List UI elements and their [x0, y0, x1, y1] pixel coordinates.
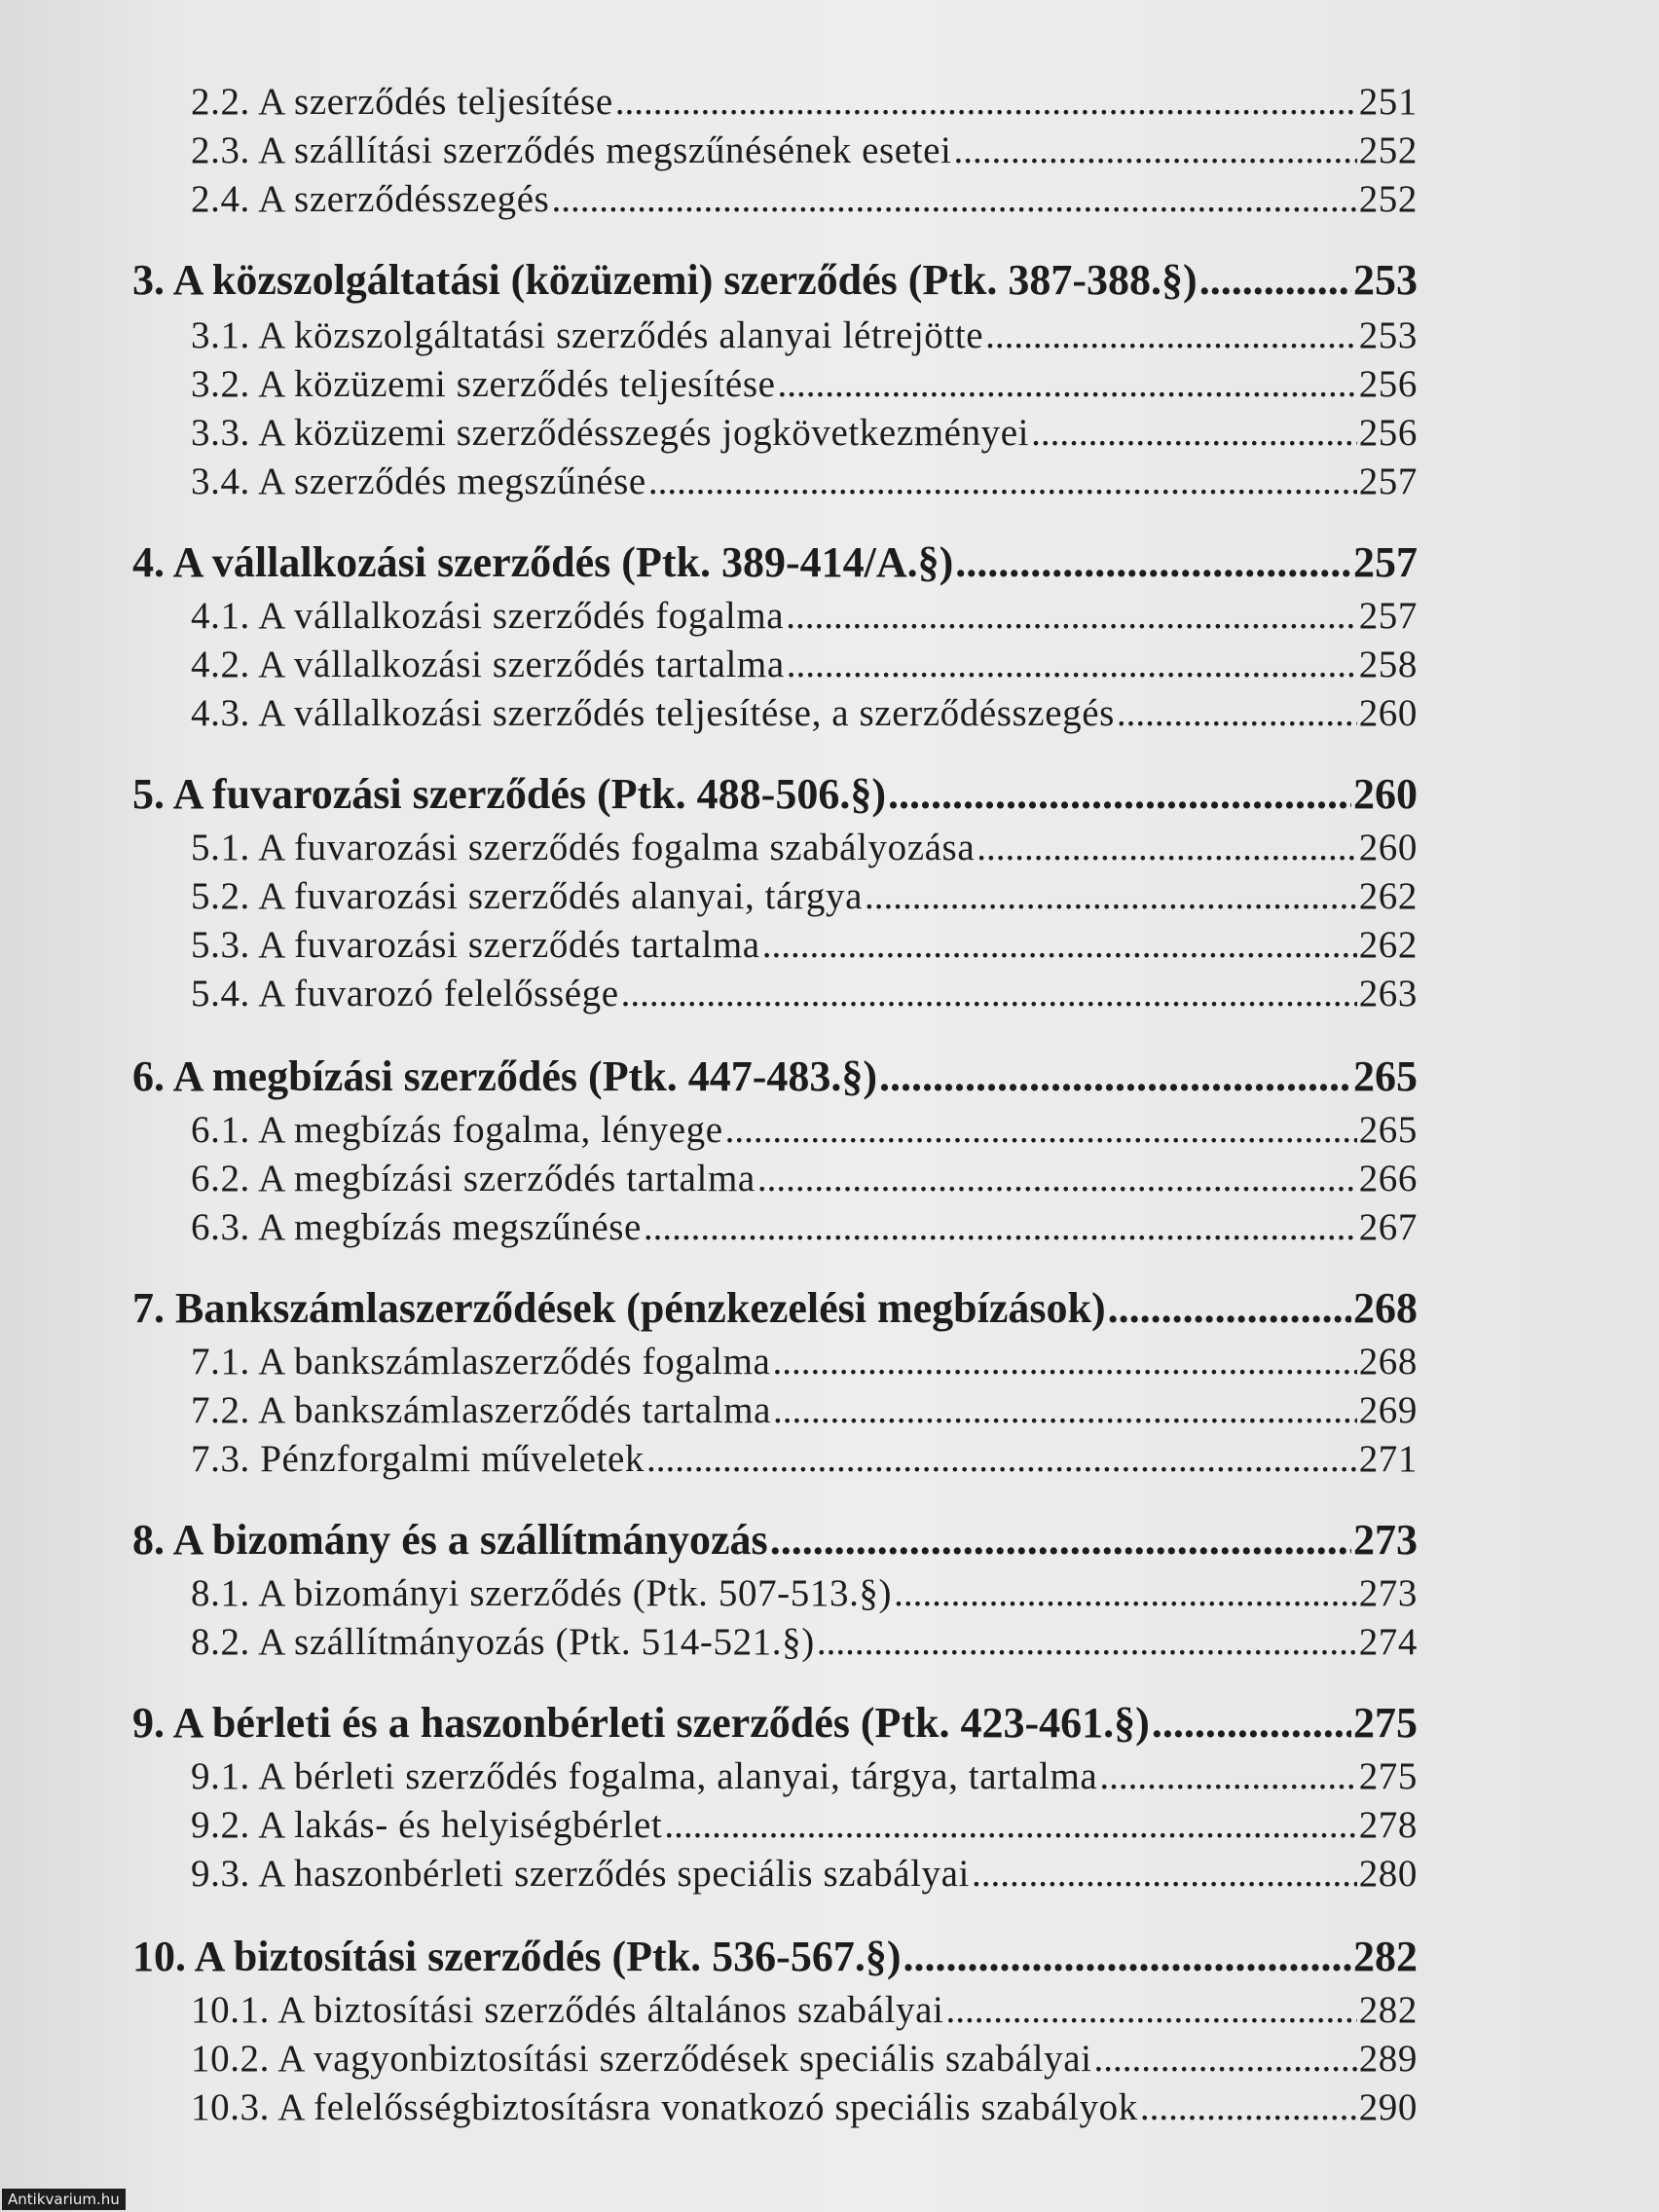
- toc-entry: [191, 1620, 1418, 1671]
- toc-entry-title: 6.1. A megbízás fogalma, lényege: [191, 1109, 723, 1151]
- toc-entry: [191, 362, 1418, 413]
- toc-entry: [191, 177, 1418, 228]
- dot-leader: [1199, 255, 1351, 305]
- toc-entry: [191, 1205, 1418, 1256]
- toc-entry-page: 256: [1358, 412, 1418, 454]
- toc-entry-title: 5.2. A fuvarozási szerződés alanyai, tárgya: [191, 875, 863, 917]
- toc-entry-title: 5.4. A fuvarozó felelőssége: [191, 973, 619, 1014]
- dot-leader: [757, 1157, 1357, 1200]
- toc-entry-title: 8.2. A szállítmányozás (Ptk. 514-521.§): [191, 1621, 815, 1663]
- toc-entry-page: 263: [1358, 973, 1418, 1014]
- toc-entry-page: 260: [1358, 692, 1418, 734]
- toc-entry: [191, 1340, 1418, 1390]
- toc-entry-title: 2.3. A szállítási szerződés megszűnésének esetei: [191, 129, 952, 171]
- toc-entry-title: 7.3. Pénzforgalmi műveletek: [191, 1438, 645, 1480]
- toc-entry: [191, 1852, 1418, 1902]
- dot-leader: [770, 1515, 1351, 1565]
- toc-entry: [191, 313, 1418, 364]
- dot-leader: [1108, 1283, 1351, 1333]
- toc-entry-title: 4.3. A vállalkozási szerződés teljesítése, a szerződésszegés: [191, 692, 1115, 734]
- toc-entry-title: 3.4. A szerződés megszűnése: [191, 461, 646, 502]
- dot-leader: [644, 1205, 1357, 1249]
- toc-entry-page: 262: [1358, 875, 1418, 917]
- dot-leader: [953, 129, 1356, 172]
- toc-entry: [191, 1437, 1418, 1488]
- toc-entry-title: 4.2. A vállalkozási szerződés tartalma: [191, 644, 785, 685]
- toc-section-title: 6. A megbízási szerződés (Ptk. 447-483.§): [132, 1052, 877, 1100]
- toc-entry-title: 4.1. A vállalkozási szerződés fogalma: [191, 595, 785, 637]
- toc-entry: [191, 1988, 1418, 2039]
- dot-leader: [615, 80, 1357, 124]
- dot-leader: [894, 1571, 1357, 1615]
- dot-leader: [985, 313, 1357, 357]
- toc-section-page: 257: [1353, 538, 1418, 586]
- toc-section: [132, 1515, 1418, 1569]
- dot-leader: [1099, 1754, 1356, 1798]
- dot-leader: [778, 362, 1357, 406]
- dot-leader: [551, 177, 1356, 221]
- toc-entry: [191, 80, 1418, 130]
- toc-entry: [191, 2037, 1418, 2087]
- toc-entry-page: 257: [1358, 595, 1418, 637]
- dot-leader: [1094, 2037, 1357, 2081]
- toc-entry: [191, 691, 1418, 742]
- dot-leader: [955, 537, 1351, 587]
- toc-entry: [191, 1754, 1418, 1805]
- toc-section-title: 8. A bizomány és a szállítmányozás: [132, 1516, 768, 1564]
- toc-entry: [191, 1571, 1418, 1622]
- toc-entry: [191, 594, 1418, 645]
- toc-entry: [191, 1157, 1418, 1207]
- toc-entry-page: 252: [1358, 129, 1418, 171]
- dot-leader: [1031, 411, 1357, 455]
- dot-leader: [1117, 691, 1357, 735]
- toc-entry-title: 3.3. A közüzemi szerződésszegés jogkövetkezményei: [191, 412, 1030, 454]
- toc-entry: [191, 874, 1418, 925]
- dot-leader: [879, 1051, 1351, 1101]
- toc-entry-page: 275: [1358, 1755, 1418, 1797]
- toc-entry-title: 10.3. A felelősségbiztosításra vonatkozó speciális szabályok: [191, 2086, 1138, 2128]
- dot-leader: [977, 826, 1356, 869]
- toc-entry: [191, 1803, 1418, 1854]
- toc-entry: [191, 826, 1418, 876]
- toc-entry-title: 9.2. A lakás- és helyiségbérlet: [191, 1804, 663, 1846]
- dot-leader: [621, 972, 1357, 1015]
- toc-entry: [191, 460, 1418, 510]
- toc-entry-title: 6.2. A megbízási szerződés tartalma: [191, 1158, 756, 1199]
- toc-entry-title: 8.1. A bizományi szerződés (Ptk. 507-513.§): [191, 1572, 893, 1614]
- dot-leader: [945, 1988, 1356, 2032]
- dot-leader: [1140, 2085, 1357, 2129]
- toc-entry-page: 260: [1358, 827, 1418, 868]
- toc-entry-page: 251: [1358, 81, 1418, 123]
- toc-entry-page: 266: [1358, 1158, 1418, 1199]
- toc-entry-title: 5.3. A fuvarozási szerződés tartalma: [191, 924, 760, 966]
- toc-section-page: 268: [1353, 1284, 1418, 1332]
- dot-leader: [648, 460, 1357, 503]
- toc-entry-title: 2.4. A szerződésszegés: [191, 178, 550, 220]
- toc-entry: [191, 129, 1418, 179]
- toc-section-page: 260: [1353, 770, 1418, 818]
- toc-entry-title: 7.2. A bankszámlaszerződés tartalma: [191, 1389, 772, 1431]
- toc-section: [132, 255, 1418, 310]
- toc-entry-page: 256: [1358, 363, 1418, 405]
- dot-leader: [773, 1388, 1357, 1432]
- toc-entry-title: 5.1. A fuvarozási szerződés fogalma szabályozása: [191, 827, 976, 868]
- toc-entry-page: 253: [1358, 314, 1418, 356]
- toc-entry-title: 6.3. A megbízás megszűnése: [191, 1206, 642, 1248]
- toc-entry-title: 9.1. A bérleti szerződés fogalma, alanyai, tárgya, tartalma: [191, 1755, 1098, 1797]
- toc-entry-title: 10.2. A vagyonbiztosítási szerződések speciális szabályai: [191, 2038, 1092, 2080]
- toc-section: [132, 537, 1418, 592]
- dot-leader: [817, 1620, 1357, 1664]
- toc-entry-title: 7.1. A bankszámlaszerződés fogalma: [191, 1341, 771, 1382]
- dot-leader: [903, 1932, 1351, 1981]
- dot-leader: [787, 643, 1357, 686]
- toc-entry-page: 271: [1358, 1438, 1418, 1480]
- toc-section-title: 7. Bankszámlaszerződések (pénzkezelési megbízások): [132, 1284, 1106, 1332]
- toc-section-page: 275: [1353, 1699, 1418, 1747]
- dot-leader: [762, 923, 1357, 967]
- toc-entry-title: 3.1. A közszolgáltatási szerződés alanyai létrejötte: [191, 314, 984, 356]
- toc-section-title: 5. A fuvarozási szerződés (Ptk. 488-506.§): [132, 770, 886, 818]
- toc-entry: [191, 1108, 1418, 1159]
- toc-entry-page: 273: [1358, 1572, 1418, 1614]
- toc-entry-title: 3.2. A közüzemi szerződés teljesítése: [191, 363, 776, 405]
- toc-section: [132, 1283, 1418, 1338]
- toc-section-title: 9. A bérleti és a haszonbérleti szerződés (Ptk. 423-461.§): [132, 1699, 1150, 1747]
- toc-entry-page: 290: [1358, 2086, 1418, 2128]
- toc-entry: [191, 643, 1418, 693]
- toc-entry: [191, 2085, 1418, 2136]
- dot-leader: [888, 769, 1351, 819]
- toc-entry-page: 282: [1358, 1989, 1418, 2031]
- toc-entry-title: 2.2. A szerződés teljesítése: [191, 81, 613, 123]
- toc-entry: [191, 972, 1418, 1022]
- dot-leader: [646, 1437, 1357, 1481]
- toc-section-page: 253: [1353, 256, 1418, 304]
- toc-entry-page: 269: [1358, 1389, 1418, 1431]
- watermark-label: Antikvarium.hu: [2, 2189, 126, 2210]
- toc-entry-page: 258: [1358, 644, 1418, 685]
- toc-section: [132, 769, 1418, 824]
- toc-entry-page: 257: [1358, 461, 1418, 502]
- toc-section: [132, 1932, 1418, 1986]
- dot-leader: [972, 1852, 1357, 1896]
- toc-entry: [191, 923, 1418, 974]
- toc-section-page: 265: [1353, 1052, 1418, 1100]
- dot-leader: [664, 1803, 1356, 1847]
- toc-section-page: 282: [1353, 1933, 1418, 1980]
- toc-entry-page: 265: [1358, 1109, 1418, 1151]
- dot-leader: [1152, 1698, 1351, 1748]
- toc-entry-page: 278: [1358, 1804, 1418, 1846]
- toc-entry-page: 289: [1358, 2038, 1418, 2080]
- toc-section: [132, 1051, 1418, 1106]
- dot-leader: [786, 594, 1357, 638]
- dot-leader: [772, 1340, 1356, 1383]
- toc-entry-page: 267: [1358, 1206, 1418, 1248]
- dot-leader: [865, 874, 1357, 918]
- toc-entry: [191, 1388, 1418, 1439]
- toc-entry-title: 10.1. A biztosítási szerződés általános szabályai: [191, 1989, 944, 2031]
- toc-entry-page: 262: [1358, 924, 1418, 966]
- toc-entry: [191, 411, 1418, 461]
- toc-section-title: 3. A közszolgáltatási (közüzemi) szerződés (Ptk. 387-388.§): [132, 256, 1198, 304]
- toc-entry-page: 268: [1358, 1341, 1418, 1382]
- toc-entry-page: 274: [1358, 1621, 1418, 1663]
- toc-section: [132, 1698, 1418, 1752]
- dot-leader: [725, 1108, 1357, 1152]
- toc-section-page: 273: [1353, 1516, 1418, 1564]
- toc-entry-page: 252: [1358, 178, 1418, 220]
- toc-section-title: 10. A biztosítási szerződés (Ptk. 536-567.§): [132, 1933, 902, 1980]
- toc-entry-title: 9.3. A haszonbérleti szerződés speciális szabályai: [191, 1853, 970, 1895]
- toc-section-title: 4. A vállalkozási szerződés (Ptk. 389-414/A.§): [132, 538, 954, 586]
- toc-entry-page: 280: [1358, 1853, 1418, 1895]
